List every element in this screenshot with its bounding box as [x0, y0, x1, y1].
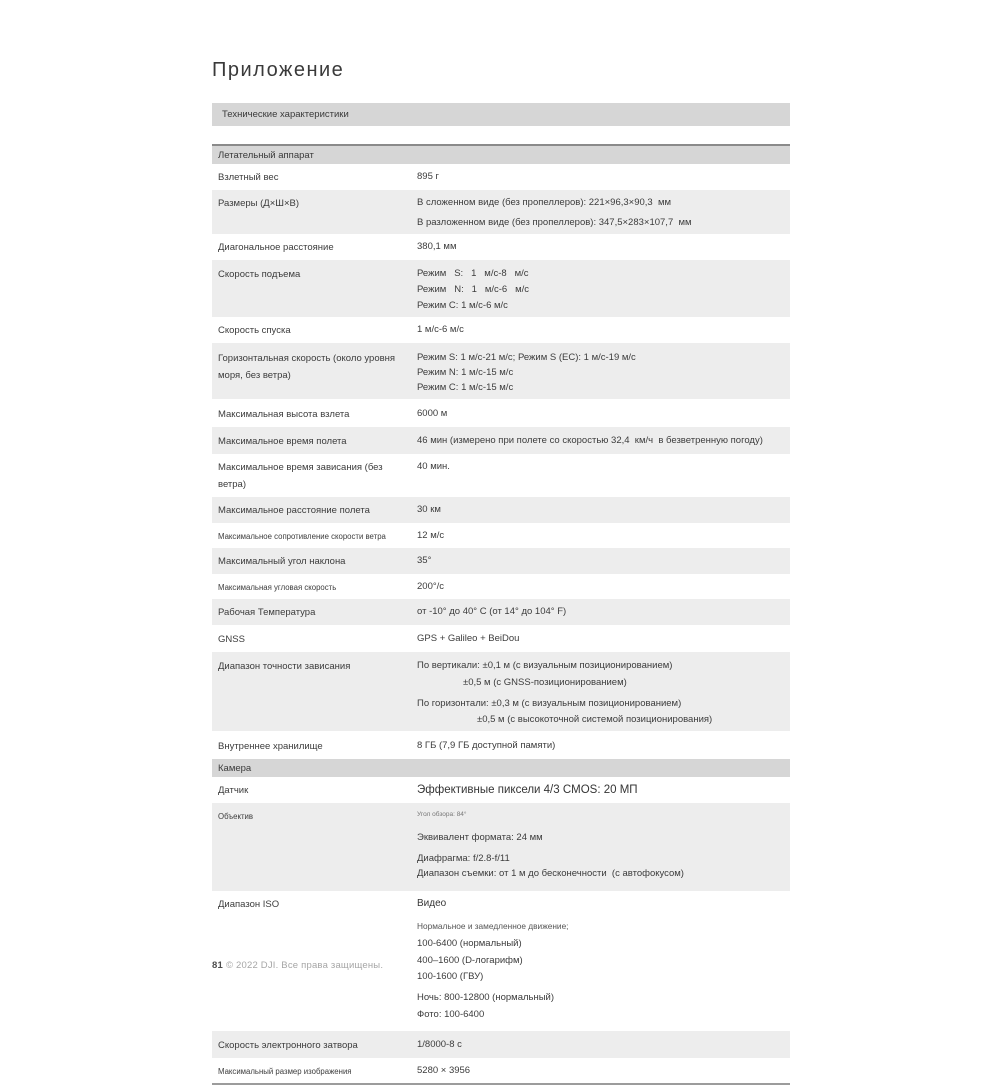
spec-row — [212, 497, 790, 523]
spec-value — [417, 891, 790, 1031]
value-line: 895 г — [417, 171, 439, 182]
copyright-text: © 2022 DJI. Все права защищены. — [225, 960, 384, 971]
value-line: ±0,5 м (с GNSS-позиционированием) — [463, 677, 627, 688]
spec-value — [417, 574, 790, 598]
value-line: Нормальное и замедленное движение; — [417, 921, 569, 931]
spec-row — [212, 574, 790, 599]
value-line: 35° — [417, 555, 432, 566]
value-line: 5280 × 3956 — [417, 1065, 471, 1076]
value-line: 40 мин. — [417, 461, 450, 472]
value-line: Эквивалент формата: 24 мм — [417, 832, 543, 843]
spec-value — [417, 234, 790, 258]
value-line: 400–1600 (D-логарифм) — [417, 955, 523, 966]
spec-label: Взлетный вес — [218, 172, 279, 183]
page-content — [212, 0, 790, 1085]
value-line: Режим S: 1 м/с-21 м/с; Режим S (EC): 1 м/с-19 м/с — [417, 352, 636, 363]
value-line: Режим C: 1 м/с-15 м/с — [417, 382, 514, 393]
spec-label: Максимальное время полета — [218, 436, 347, 447]
value-line: от -10° до 40° C (от 14° до 104° F) — [417, 606, 567, 617]
spec-label: Датчик — [218, 785, 249, 796]
spec-value — [417, 190, 790, 234]
spec-row — [212, 164, 790, 190]
section-label: Летательный аппарат — [218, 149, 314, 161]
value-line: 6000 м — [417, 408, 448, 419]
spec-row — [212, 731, 790, 759]
value-line: 46 мин (измерено при полете со скоростью 32,4 км/ч в безветренную погоду) — [417, 435, 763, 446]
spec-value — [417, 548, 790, 572]
spec-row — [212, 625, 790, 652]
value-line: ±0,5 м (с высокоточной системой позиционирования) — [477, 714, 713, 725]
value-line: Фото: 100-6400 — [417, 1009, 485, 1020]
value-line: В сложенном виде (без пропеллеров): 221×96,3×90,3 мм — [417, 197, 672, 208]
spec-value — [417, 399, 790, 425]
value-line: По горизонтали: ±0,3 м (с визуальным позиционированием) — [417, 698, 682, 709]
spec-label: Объектив — [218, 812, 254, 821]
section-label: Камера — [218, 762, 252, 774]
value-line: Режим C: 1 м/с-6 м/с — [417, 300, 508, 311]
footer — [212, 960, 383, 971]
spec-value — [417, 317, 790, 341]
spec-label: Максимальный размер изображения — [218, 1067, 352, 1076]
spec-value — [417, 652, 790, 731]
value-line: В разложенном виде (без пропеллеров): 347,5×283×107,7 мм — [417, 217, 692, 228]
spec-label: Максимальное время зависания (без ветра) — [218, 462, 383, 490]
spec-row — [212, 803, 790, 891]
spec-label: Скорость подъема — [218, 269, 301, 280]
spec-label: Скорость электронного затвора — [218, 1040, 358, 1051]
spec-row — [212, 399, 790, 427]
spec-row — [212, 190, 790, 234]
spec-row — [212, 234, 790, 260]
spec-table — [212, 146, 790, 1083]
spec-label: Горизонтальная скорость (около уровня моря, без ветра) — [218, 353, 396, 381]
page-number: 81 — [212, 960, 223, 971]
value-line: Угол обзора: 84° — [417, 811, 467, 818]
value-line: Диафрагма: f/2.8-f/11 — [417, 853, 510, 864]
value-line: Режим S: 1 м/с-8 м/с — [417, 268, 529, 279]
value-line: Ночь: 800-12800 (нормальный) — [417, 992, 555, 1003]
value-line: GPS + Galileo + BeiDou — [417, 633, 520, 644]
spec-label: Диапазон точности зависания — [218, 661, 351, 672]
value-line: 1/8000-8 с — [417, 1039, 462, 1050]
spec-row — [212, 454, 790, 497]
page-title: Приложение — [212, 59, 345, 81]
spec-value — [417, 343, 790, 399]
spec-label: Рабочая Температура — [218, 607, 316, 618]
section-bar — [212, 759, 790, 777]
spec-value — [417, 427, 790, 452]
spec-label: Максимальная угловая скорость — [218, 583, 337, 592]
spec-row — [212, 548, 790, 574]
spec-row — [212, 343, 790, 399]
value-line: Эффективные пиксели 4/3 CMOS: 20 МП — [417, 784, 638, 796]
spec-row — [212, 260, 790, 317]
spec-label: Максимальное сопротивление скорости ветра — [218, 532, 386, 541]
spec-label: Максимальная высота взлета — [218, 409, 350, 420]
value-line: 30 км — [417, 504, 441, 515]
spec-value — [417, 164, 790, 188]
spec-value — [417, 1058, 790, 1082]
spec-value — [417, 1031, 790, 1056]
spec-row — [212, 599, 790, 625]
spec-header-bar — [212, 103, 790, 126]
spec-label: Максимальное расстояние полета — [218, 505, 370, 516]
value-line: По вертикали: ±0,1 м (с визуальным позиционированием) — [417, 660, 673, 671]
spec-label: GNSS — [218, 634, 245, 645]
value-line: 8 ГБ (7,9 ГБ доступной памяти) — [417, 740, 556, 751]
spec-value — [417, 523, 790, 547]
value-line: 1 м/с-6 м/с — [417, 324, 464, 335]
value-line: 100-6400 (нормальный) — [417, 938, 522, 949]
spec-label: Внутреннее хранилище — [218, 741, 323, 752]
spec-label: Максимальный угол наклона — [218, 556, 346, 567]
value-line: Видео — [417, 898, 447, 909]
spec-value — [417, 260, 790, 317]
spec-row — [212, 523, 790, 548]
value-line: 12 м/с — [417, 530, 445, 541]
spec-value — [417, 625, 790, 650]
spec-row — [212, 317, 790, 343]
spec-row — [212, 427, 790, 454]
spec-value — [417, 599, 790, 623]
value-line: Режим N: 1 м/с-15 м/с — [417, 367, 514, 378]
spec-value — [417, 731, 790, 757]
value-line: 100-1600 (ГВУ) — [417, 971, 484, 982]
spec-row — [212, 652, 790, 731]
spec-value — [417, 454, 790, 478]
spec-header-label: Технические характеристики — [222, 109, 349, 120]
spec-label: Диапазон ISO — [218, 899, 280, 910]
value-line: Диапазон съемки: от 1 м до бесконечности (с автофокусом) — [417, 868, 684, 879]
value-line: Режим N: 1 м/с-6 м/с — [417, 284, 530, 295]
section-bar — [212, 146, 790, 164]
spec-row — [212, 1031, 790, 1058]
spec-value — [417, 777, 790, 803]
spec-row — [212, 1058, 790, 1083]
value-line: 200°/с — [417, 581, 445, 592]
value-line: 380,1 мм — [417, 241, 457, 252]
spec-value — [417, 497, 790, 521]
spec-value — [417, 803, 790, 891]
spec-label: Скорость спуска — [218, 325, 291, 336]
spec-label: Диагональное расстояние — [218, 242, 334, 253]
spec-label: Размеры (Д×Ш×В) — [218, 198, 300, 209]
spec-row — [212, 777, 790, 803]
